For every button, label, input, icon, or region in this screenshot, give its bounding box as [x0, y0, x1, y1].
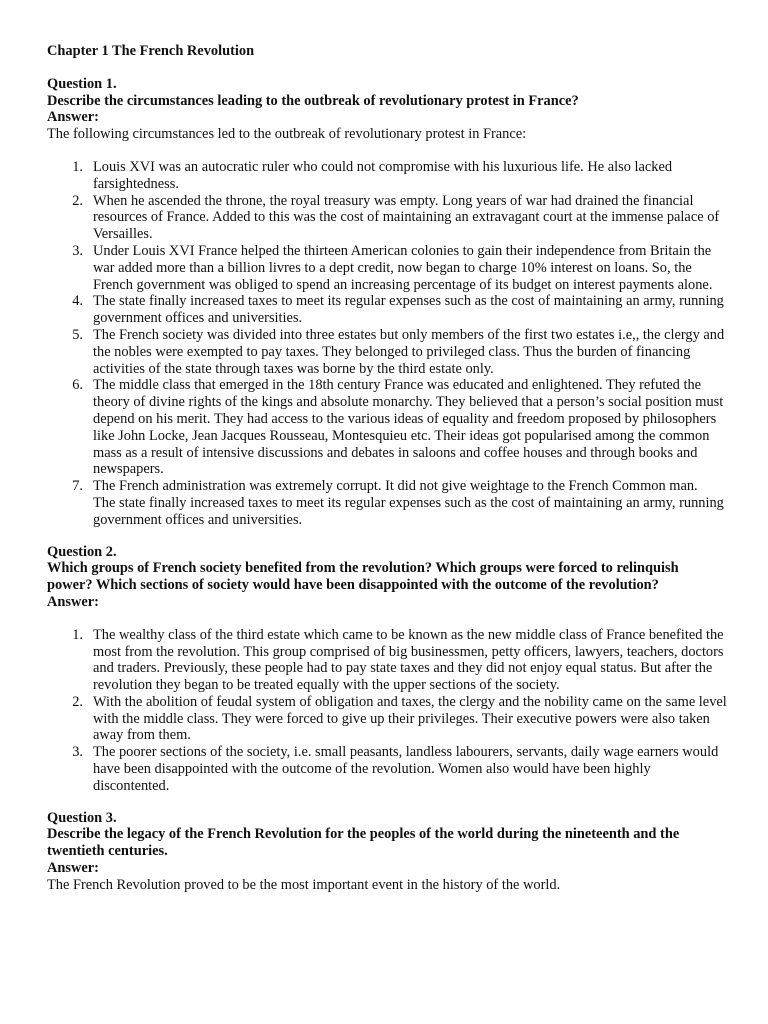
list-item-text: The state finally increased taxes to meet its regular expenses such as the cost of maintaining an army, running government offices and universities. [93, 293, 724, 327]
list-item [47, 327, 727, 377]
list-item [47, 478, 727, 528]
question-2-text: Which groups of French society benefited from the revolution? Which groups were forced to relinquish power? Which sections of society would have been disappointed with the outcome of the revolution? [47, 560, 679, 594]
list-item-number: 7. [72, 478, 83, 495]
list-item-text: When he ascended the throne, the royal treasury was empty. Long years of war had drained the financial resources of France. Added to this was the cost of maintaining an extravagant court at the immense palace of Versailles. [93, 192, 720, 243]
question-2-answer-list [47, 627, 727, 795]
list-item-text: The middle class that emerged in the 18th century France was educated and enlightened. They refuted the theory of divine rights of the kings and absolute monarchy. They believed that a person’s social position must depend on his merit. They had access to the various ideas of equality and freedom proposed by philosophers like John Locke, Jean Jacques Rousseau, Montesquieu etc. Their ideas got popularised among the common mass as a result of intensive discussions and debates in saloons and coffee houses and through books and newspapers. [93, 377, 724, 478]
list-item-text: Louis XVI was an autocratic ruler who could not compromise with his luxurious life. He also lacked farsightedness. [93, 158, 673, 192]
question-3 [47, 810, 727, 894]
question-3-answer-label: Answer: [47, 860, 99, 877]
list-item [47, 243, 727, 293]
question-1-answer-label: Answer: [47, 109, 99, 126]
list-item [47, 627, 727, 694]
list-item-text: The wealthy class of the third estate which came to be known as the new middle class of France benefited the most from the revolution. This group comprised of big businessmen, petty officers, lawyers, teachers, doctors and traders. Previously, these people had to pay state taxes and they did not enjoy equal status. But after the revolution they began to be treated equally with the upper sections of the society. [93, 626, 724, 694]
list-item-text: With the abolition of feudal system of obligation and taxes, the clergy and the nobility came on the same level with the middle class. They were forced to give up their privileges. Their executive powers were also taken away from them. [93, 693, 727, 744]
list-item [47, 694, 727, 744]
list-item [47, 744, 727, 794]
question-1-answer-list [47, 159, 727, 529]
list-item [47, 293, 727, 327]
list-item-text: The French administration was extremely corrupt. It did not give weightage to the French Common man. [93, 478, 698, 495]
document-page [47, 43, 727, 909]
question-2-answer-label: Answer: [47, 593, 99, 610]
list-item-text: Under Louis XVI France helped the thirteen American colonies to gain their independence from Britain the war added more than a billion livres to a dept credit, now began to charge 10% interest on loans. So, the French government was obliged to spend an increasing percentage of its budget on interest payments alone. [93, 242, 713, 293]
list-item-text: The French society was divided into three estates but only members of the first two estates i.e,, the clergy and the nobles were exempted to pay taxes. They belonged to privileged class. Thus the burden of financing activities of the state through taxes was borne by the third estate only. [93, 326, 725, 377]
list-item-number: 4. [72, 293, 83, 310]
list-item-number: 5. [72, 326, 83, 343]
list-item [47, 193, 727, 243]
list-item-number: 2. [72, 693, 83, 710]
question-3-label: Question 3. [47, 809, 117, 826]
question-1-answer-intro: The following circumstances led to the outbreak of revolutionary protest in France: [47, 126, 527, 143]
list-item-number: 3. [72, 242, 83, 259]
question-1-text: Describe the circumstances leading to the outbreak of revolutionary protest in France? [47, 92, 579, 109]
list-item [47, 377, 727, 478]
list-item-number: 2. [72, 192, 83, 209]
chapter-title: Chapter 1 The French Revolution [47, 43, 255, 59]
list-item-continuation: The state finally increased taxes to meet its regular expenses such as the cost of maintaining an army, running government offices and universities. [93, 494, 724, 528]
question-3-answer-intro: The French Revolution proved to be the most important event in the history of the world. [47, 876, 561, 893]
list-item-number: 3. [72, 744, 83, 761]
list-item-number: 6. [72, 377, 83, 394]
list-item [47, 159, 727, 193]
question-3-text: Describe the legacy of the French Revolution for the peoples of the world during the nineteenth and the twentieth centuries. [47, 826, 680, 860]
question-2-label: Question 2. [47, 543, 117, 560]
question-1-label: Question 1. [47, 75, 117, 92]
list-item-number: 1. [72, 158, 83, 175]
list-item-text: The poorer sections of the society, i.e. small peasants, landless labourers, servants, daily wage earners would have been disappointed with the outcome of the revolution. Women also would have been highly discontented. [93, 744, 719, 794]
question-1 [47, 76, 727, 529]
question-2 [47, 544, 727, 795]
list-item-number: 1. [72, 626, 83, 643]
